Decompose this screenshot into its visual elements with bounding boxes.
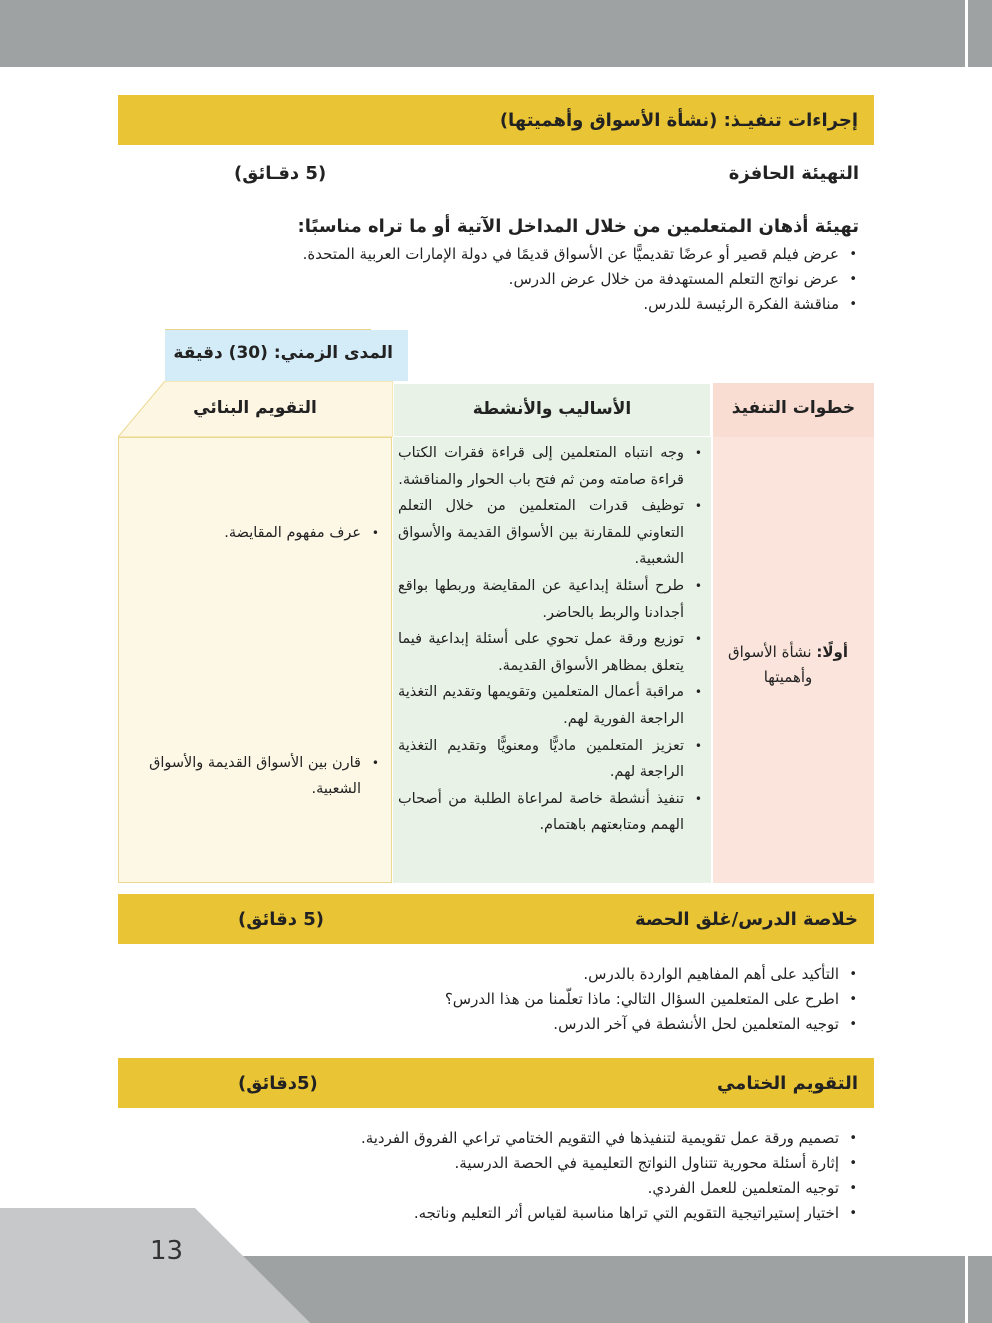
final-duration: (5دقائق) [238, 1072, 318, 1094]
list-item: • تصميم ورقة عمل تقويمية لتنفيذها في التقويم الختامي تراعي الفروق الفردية. [361, 1126, 859, 1151]
warmup-title: التهيئة الحافزة [728, 163, 859, 184]
header-activities: الأساليب والأنشطة [393, 383, 711, 437]
page-title: إجراءات تنفيـذ: (نشأة الأسواق وأهميتها) [499, 109, 858, 131]
closure-list [445, 962, 859, 1037]
list-item: • توظيف قدرات المتعلمين من خلال التعلم التعاوني للمقارنة بين الأسواق القديمة والأسواق الشعبية. [398, 493, 706, 573]
header-assessment: التقويم البنائي [193, 398, 317, 418]
list-item: • التأكيد على أهم المفاهيم الواردة بالدرس. [445, 962, 859, 987]
list-item: • اطرح على المتعلمين السؤال التالي: ماذا تعلّمنا من هذا الدرس؟ [445, 987, 859, 1012]
warmup-list [303, 242, 859, 317]
list-item: • تعزيز المتعلمين ماديًّا ومعنويًّا وتقديم التغذية الراجعة لهم. [398, 733, 706, 786]
list-item: • عرف مفهوم المقايضة. [128, 520, 383, 546]
page-number: 13 [150, 1236, 184, 1266]
list-item: • وجه انتباه المتعلمين إلى قراءة فقرات الكتاب قراءة صامته ومن ثم فتح باب الحوار والمناقشة. [398, 440, 706, 493]
time-tab: المدى الزمني: (30) دقيقة [165, 330, 408, 381]
procedures-header [118, 95, 874, 145]
final-header: التقويم الختامي (5دقائق) [118, 1058, 874, 1108]
list-item: • توجيه المتعلمين لحل الأنشطة في آخر الدرس. [445, 1012, 859, 1037]
list-item: • مراقبة أعمال المتعلمين وتقويمها وتقديم التغذية الراجعة الفورية لهم. [398, 679, 706, 732]
list-item: • تنفيذ أنشطة خاصة لمراعاة الطلبة من أصحاب الهمم ومتابعتهم باهتمام. [398, 786, 706, 839]
list-item: • توزيع ورقة عمل تحوي على أسئلة إبداعية فيما يتعلق بمظاهر الأسواق القديمة. [398, 626, 706, 679]
list-item: • طرح أسئلة إبداعية عن المقايضة وربطها بواقع أجدادنا والربط بالحاضر. [398, 573, 706, 626]
divider [965, 0, 968, 67]
warmup-lead: تهيئة أذهان المتعلمين من خلال المداخل الآتية أو ما تراه مناسبًا: [297, 216, 859, 237]
list-item: • عرض فيلم قصير أو عرضًا تقديميًّا عن الأسواق قديمًا في دولة الإمارات العربية المتحدة. [303, 242, 859, 267]
list-item: • قارن بين الأسواق القديمة والأسواق الشعبية. [128, 750, 383, 802]
closure-duration: (5 دقائق) [238, 908, 325, 930]
assessment-column [118, 437, 392, 883]
list-item: • مناقشة الفكرة الرئيسة للدرس. [303, 292, 859, 317]
assessment-list [128, 520, 383, 546]
footer-band [0, 1208, 992, 1323]
assessment-list-2 [128, 750, 383, 802]
list-item: • عرض نواتج التعلم المستهدفة من خلال عرض الدرس. [303, 267, 859, 292]
top-band [0, 0, 992, 67]
header-steps: خطوات التنفيذ [713, 383, 874, 437]
list-item: • إثارة أسئلة محورية تتناول النواتج التعليمية في الحصة الدرسية. [361, 1151, 859, 1176]
activities-list [398, 440, 706, 839]
list-item: • اختيار إستيراتيجية التقويم التي تراها مناسبة لقياس أثر التعليم وناتجه. [361, 1201, 859, 1226]
step-cell: أولًا: نشأة الأسواق وأهميتها [727, 643, 849, 686]
list-item: • توجيه المتعلمين للعمل الفردي. [361, 1176, 859, 1201]
warmup-duration: (5 دقـائق) [234, 163, 327, 184]
closure-header: خلاصة الدرس/غلق الحصة (5 دقائق) [118, 894, 874, 944]
